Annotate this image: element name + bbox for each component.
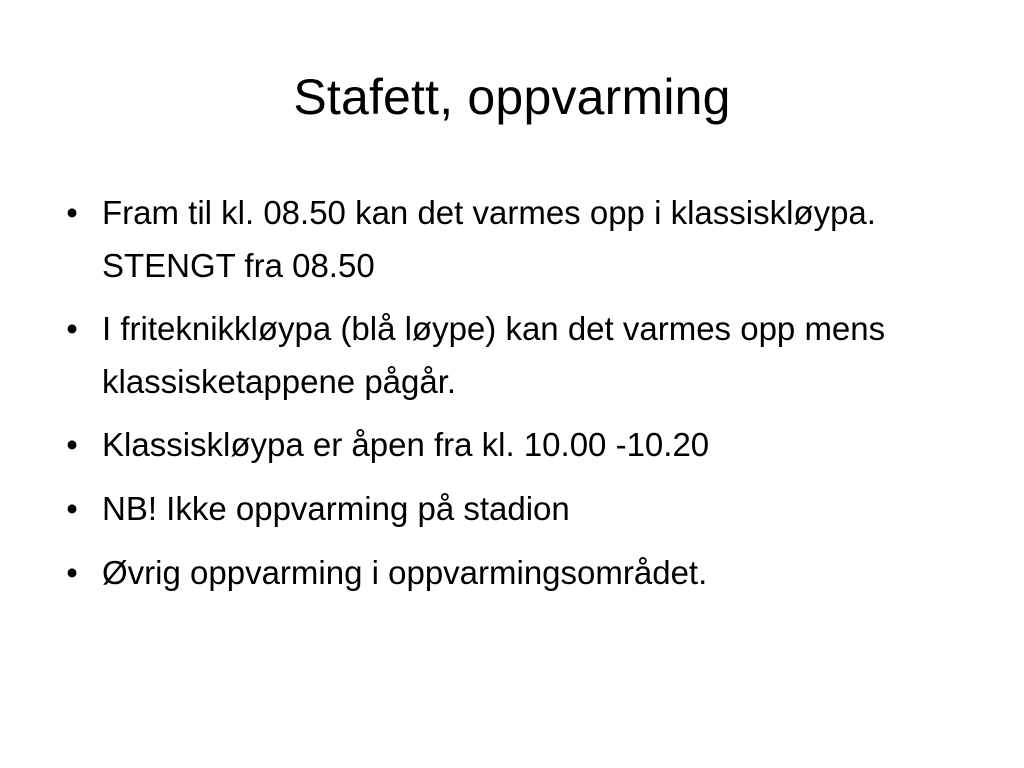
bullet-list (62, 186, 922, 610)
bullet-dot-icon: • (66, 490, 78, 527)
bullet-text: Klassiskløypa er åpen fra kl. 10.00 -10.20 (102, 426, 710, 463)
slide-title: Stafett, oppvarming (293, 69, 731, 125)
bullet-text: Øvrig oppvarming i oppvarmingsområdet. (102, 554, 708, 591)
bullet-dot-icon: • (66, 310, 78, 347)
bullet-dot-icon: • (66, 426, 78, 463)
bullet-item (62, 302, 922, 408)
bullet-text: NB! Ikke oppvarming på stadion (102, 490, 570, 527)
bullet-dot-icon: • (66, 194, 78, 231)
bullet-item (62, 186, 922, 292)
bullet-text: Fram til kl. 08.50 kan det varmes opp i klassiskløypa. STENGT fra 08.50 (102, 194, 876, 284)
bullet-item (62, 418, 922, 471)
bullet-item (62, 546, 922, 599)
bullet-item (62, 482, 922, 535)
bullet-text: I friteknikkløypa (blå løype) kan det varmes opp mens klassisketappene pågår. (102, 310, 886, 400)
bullet-dot-icon: • (66, 554, 78, 591)
